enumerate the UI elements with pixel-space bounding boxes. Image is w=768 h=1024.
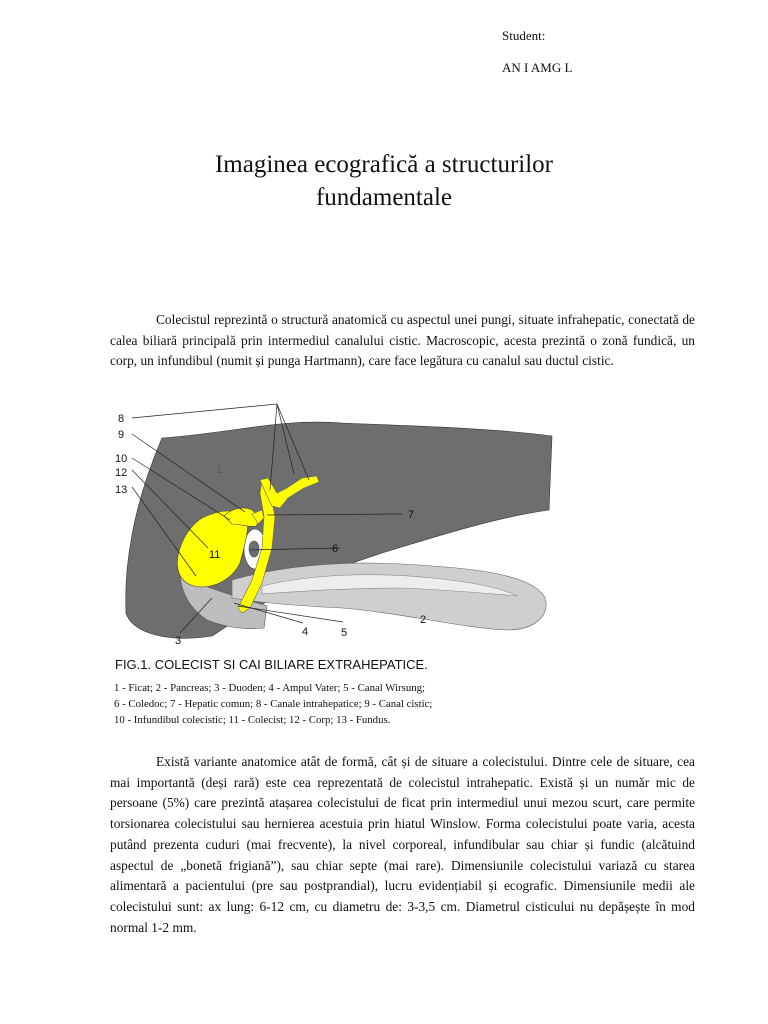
label-10: 10 [115,453,128,465]
title-line-2: fundamentale [315,184,453,211]
intro-text: Colecistul reprezintă o structură anatomică cu aspectul unei pungi, situate infrahepatic, conectată de calea biliară principală prin intermediul canalului cistic. Macroscopic, acesta prezintă o zonă fundică, un corp, un infundibul (numit și punga Hartmann), care face legătura cu canalul sau ductul cistic. [110,312,695,369]
label-2: 2 [420,614,427,626]
label-3: 3 [175,635,182,647]
label-7: 7 [408,509,415,521]
class-label: AN I AMG L [502,60,573,75]
pancreas-shape [232,563,546,630]
label-9: 9 [118,429,125,441]
figure-caption: FIG.1. COLECIST SI CAI BILIARE EXTRAHEPATICE. [115,657,428,672]
label-12: 12 [115,467,128,479]
gallbladder-anatomy-figure [112,398,672,648]
label-11: 11 [209,549,221,561]
student-label: Student: [502,28,546,43]
second-text: Există variante anatomice atât de formă, cât și de situare a colecistului. Dintre cele de situare, cea mai importantă (deși rară) este cea reprezentată de colecistul intrahepatic. Există și un număr mic de persoane (5%) care prezintă atașarea colecistului de ficat prin intermediul unui mezou scurt, care permite torsionarea colecistului sau hernierea acestuia prin hiatul Winslow. Forma colecistului poate varia, acesta putând prezenta cuduri (mai frecvente), la nivel corporeal, infundibular sau chiar și fundic (alcătuind aspectul de „bonetă frigiană”), sau chiar septe (mai rare). Dimensiunile colecistului variază cu starea alimentară a pacientului (pre sau postprandial), lucru evidențiabil și ecografic. Dimensiunile medii ale colecistului sunt: ax lung: 6-12 cm, cu diametru de: 3-3,5 cm. Diametrul cisticului nu depășește în mod normal 1-2 mm. [110,754,695,935]
intro-paragraph [110,310,695,372]
label-13: 13 [115,484,128,496]
second-paragraph [110,752,695,938]
label-6: 6 [332,543,339,555]
title-line-1: Imaginea ecografică a structurilor [214,151,553,178]
label-5: 5 [341,627,348,639]
legend-line: 1 - Ficat; 2 - Pancreas; 3 - Duoden; 4 - Ampul Vater; 5 - Canal Wirsung; [114,682,426,694]
legend-line: 6 - Coledoc; 7 - Hepatic comun; 8 - Canale intrahepatice; 9 - Canal cistic; [114,698,433,710]
label-1: 1 [216,464,223,476]
label-8: 8 [118,413,125,425]
page-title [0,148,768,214]
legend-line: 10 - Infundibul colecistic; 11 - Colecist; 12 - Corp; 13 - Fundus. [114,714,391,726]
coledoc-lumen [249,541,259,557]
figure-legend [114,680,432,728]
label-4: 4 [302,626,309,638]
